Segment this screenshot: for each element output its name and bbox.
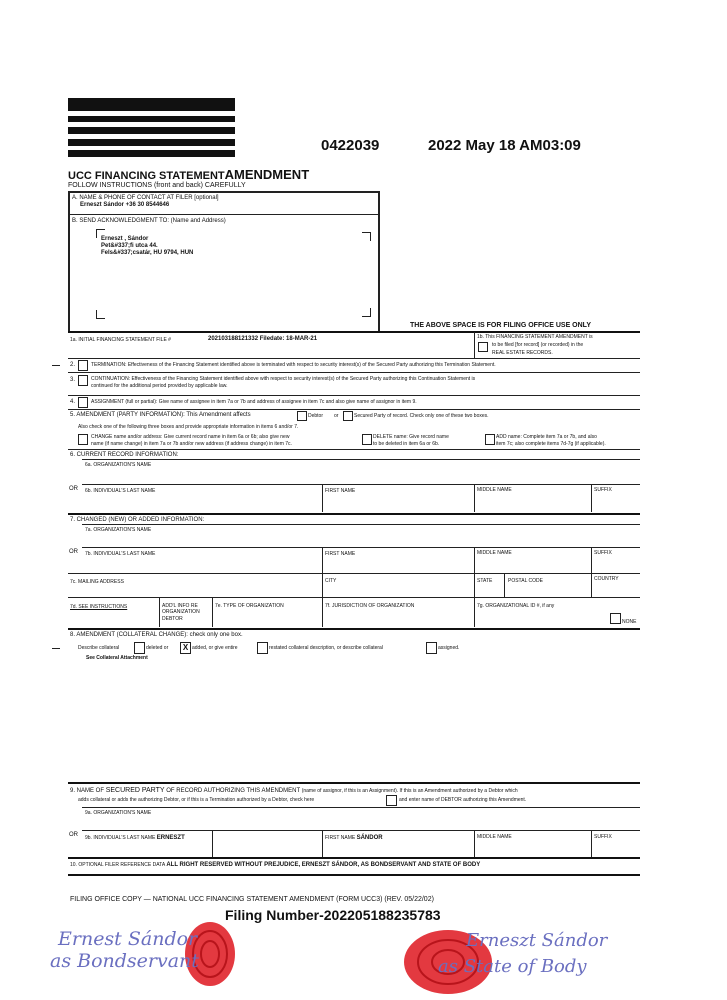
assignment-checkbox[interactable] <box>78 397 88 408</box>
contact-value: Erneszt Sándor +36 30 8544646 <box>80 202 170 208</box>
item4-number: 4. <box>70 399 76 405</box>
change-text: CHANGE name and/or address: Give current record name in item 6a or 6b; also give new <box>91 434 290 440</box>
addl-info-label-1: ADD'L INFO RE <box>162 603 198 609</box>
addl-info-label-2: ORGANIZATION <box>162 609 200 615</box>
city-label: CITY <box>325 578 337 584</box>
item7-middle-label: MIDDLE NAME <box>477 550 512 556</box>
ack-line3: Fels&#337;csatár, HU 9794, HUN <box>101 250 194 256</box>
item6-suffix-label: SUFFIX <box>594 487 612 493</box>
initial-file-label: 1a. INITIAL FINANCING STATEMENT FILE # <box>70 337 171 343</box>
delete-text-2: to be deleted in item 6a or 6b. <box>373 441 440 447</box>
item8-title: 8. AMENDMENT (COLLATERAL CHANGE): check only one box. <box>70 632 243 638</box>
item7-title: 7. CHANGED (NEW) OR ADDED INFORMATION: <box>70 517 205 523</box>
org-id-label: 7g. ORGANIZATIONAL ID #, if any <box>477 603 555 609</box>
country-label: COUNTRY <box>594 576 619 582</box>
real-estate-line2: to be filed [for record] (or recorded) in the <box>492 342 584 348</box>
item9-title: 9. NAME OF SECURED PARTY OF RECORD AUTHORIZING THIS AMENDMENT (name of assignor, if this is an Assignment). If this is an Amendment authorized by a Debtor which <box>70 787 518 794</box>
state-label: STATE <box>477 578 493 584</box>
secured-party-label: Secured Party of record. Check only one of these two boxes. <box>354 413 489 419</box>
item9-suffix-label: SUFFIX <box>594 834 612 840</box>
delete-text: DELETE name: Give record name <box>373 434 449 440</box>
right-signature-line2: as State of Body <box>438 956 587 977</box>
item6-middle-label: MIDDLE NAME <box>477 487 512 493</box>
item9-first-row: FIRST NAME SÁNDOR <box>325 835 383 841</box>
item9-debtor-text-2: and enter name of DEBTOR authorizing this Amendment. <box>399 797 527 803</box>
assigned-label: assigned. <box>438 645 460 651</box>
form-title: UCC FINANCING STATEMENTAMENDMENT <box>68 167 310 182</box>
redaction-bar <box>68 127 235 134</box>
added-label: added, or give entire <box>192 645 238 651</box>
file-number: 0422039 <box>321 137 380 154</box>
termination-checkbox[interactable] <box>78 360 88 371</box>
postal-code-label: POSTAL CODE <box>508 578 544 584</box>
continuation-text: CONTINUATION: Effectiveness of the Financing Statement identified above with respect to security interest(s) of the Secured Party authorizing this Continuation Statement is <box>91 376 476 382</box>
item9-or: OR <box>69 832 78 838</box>
filing-office-copy: FILING OFFICE COPY — NATIONAL UCC FINANCING STATEMENT AMENDMENT (FORM UCC3) (REV. 05/22/02) <box>70 896 434 903</box>
real-estate-line1: 1b. This FINANCING STATEMENT AMENDMENT is <box>477 334 593 340</box>
left-signature-line2: as Bondservant <box>50 950 199 972</box>
mailing-address-label: 7c. MAILING ADDRESS <box>70 579 124 585</box>
add-text: ADD name: Complete item 7a or 7b, and also <box>496 434 597 440</box>
none-label: NONE <box>622 619 637 625</box>
ack-line1: Erneszt , Sándor <box>101 236 149 242</box>
deleted-label: deleted or <box>146 645 169 651</box>
item7-last-label: 7b. INDIVIDUAL'S LAST NAME <box>85 551 156 557</box>
redaction-bar <box>68 98 235 111</box>
item7-first-label: FIRST NAME <box>325 551 356 557</box>
file-datetime: 2022 May 18 AM03:09 <box>428 137 581 154</box>
follow-instructions: FOLLOW INSTRUCTIONS (front and back) CAREFULLY <box>68 182 246 189</box>
item9-middle-label: MIDDLE NAME <box>477 834 512 840</box>
restated-label: restated collateral description, or describe collateral <box>269 645 383 651</box>
debtor-checkbox[interactable] <box>297 411 307 421</box>
initial-file-value: 202103188121332 Filedate: 18-MAR-21 <box>208 336 318 342</box>
redaction-bar <box>68 139 235 146</box>
real-estate-line3: REAL ESTATE RECORDS. <box>492 350 553 356</box>
see-instructions-label: 7d. SEE INSTRUCTIONS <box>70 604 128 610</box>
filing-number: Filing Number-202205188235783 <box>225 907 441 923</box>
org-type-label: 7e. TYPE OF ORGANIZATION <box>215 603 284 609</box>
delete-checkbox[interactable] <box>362 434 372 445</box>
corner-mark <box>96 310 105 319</box>
item5-instructions: Also check one of the following three boxes and provide appropriate information in items 6 and/or 7. <box>78 424 299 430</box>
describe-collateral-label: Describe collateral <box>78 645 120 651</box>
change-text-2: name (if name change) in item 7a or 7b and/or new address (if address change) in item 7c. <box>91 441 292 447</box>
assignment-text: ASSIGNMENT (full or partial): Give name of assignee in item 7a or 7b and address of assignee in item 7c and also give name of assignor in item 9. <box>91 399 417 405</box>
corner-mark <box>96 229 105 238</box>
contact-label: A. NAME & PHONE OF CONTACT AT FILER [optional] <box>72 195 219 201</box>
left-signature-line1: Ernest Sándor <box>58 928 198 950</box>
item9-last-row: 9b. INDIVIDUAL'S LAST NAME ERNESZT <box>85 835 185 841</box>
add-checkbox[interactable] <box>485 434 495 445</box>
collateral-deleted-checkbox[interactable] <box>134 642 145 654</box>
item9-last-value: ERNESZT <box>156 835 185 841</box>
corner-mark <box>362 232 371 241</box>
item9-debtor-text: adds collateral or adds the authorizing Debtor, or if this is a Termination authorized by a Debtor, check here <box>78 797 315 803</box>
item7-suffix-label: SUFFIX <box>594 550 612 556</box>
filing-office-note: THE ABOVE SPACE IS FOR FILING OFFICE USE ONLY <box>410 322 591 329</box>
item6-first-label: FIRST NAME <box>325 488 356 494</box>
item10-value: ALL RIGHT RESERVED WITHOUT PREJUDICE, ERNESZT SÁNDOR, AS BONDSERVANT AND STATE OF BODY <box>166 862 481 868</box>
ack-label: B. SEND ACKNOWLEDGMENT TO: (Name and Address) <box>72 218 226 224</box>
item6-last-label: 6b. INDIVIDUAL'S LAST NAME <box>85 488 156 494</box>
collateral-restated-checkbox[interactable] <box>257 642 268 654</box>
debtor-label: Debtor <box>308 413 324 419</box>
item10-row: 10. OPTIONAL FILER REFERENCE DATA ALL RIGHT RESERVED WITHOUT PREJUDICE, ERNESZT SÁNDOR, AS BONDSERVANT AND STATE OF BODY <box>70 862 481 868</box>
item6-title: 6. CURRENT RECORD INFORMATION: <box>70 452 179 458</box>
item2-number: 2. <box>70 362 76 368</box>
item6-or: OR <box>69 486 78 492</box>
continuation-checkbox[interactable] <box>78 375 88 386</box>
item9-first-value: SÁNDOR <box>356 835 383 841</box>
or-label: or <box>334 413 339 419</box>
collateral-assigned-checkbox[interactable] <box>426 642 437 654</box>
right-signature-line1: Erneszt Sándor <box>466 930 608 951</box>
contact-box <box>68 191 380 333</box>
item3-number: 3. <box>70 377 76 383</box>
redaction-bar <box>68 116 235 122</box>
none-checkbox[interactable] <box>610 613 621 624</box>
secured-party-checkbox[interactable] <box>343 411 353 421</box>
item7-org-label: 7a. ORGANIZATION'S NAME <box>85 527 152 533</box>
add-text-2: item 7c; also complete items 7d-7g (if applicable). <box>496 441 606 447</box>
change-checkbox[interactable] <box>78 434 88 445</box>
corner-mark <box>362 308 371 317</box>
addl-info-label-3: DEBTOR <box>162 616 183 622</box>
jurisdiction-label: 7f. JURISDICTION OF ORGANIZATION <box>325 603 415 609</box>
termination-text: TERMINATION: Effectiveness of the Financing Statement identified above is terminated with respect to security interest(s) of the Secured Party authorizing this Termination Statement. <box>91 362 496 368</box>
item9-org-label: 9a. ORGANIZATION'S NAME <box>85 810 152 816</box>
continuation-text-2: continued for the additional period provided by applicable law. <box>91 383 228 389</box>
see-collateral-attachment: See Collateral Attachment <box>86 655 148 661</box>
redaction-bar <box>68 150 235 157</box>
item6-org-label: 6a. ORGANIZATION'S NAME <box>85 462 152 468</box>
collateral-added-checkbox[interactable]: X <box>180 642 191 654</box>
item7-or: OR <box>69 549 78 555</box>
real-estate-checkbox[interactable] <box>478 342 488 352</box>
ack-line2: Pet&#337;fi utca 44. <box>101 243 158 249</box>
item5-title: 5. AMENDMENT (PARTY INFORMATION): This Amendment affects <box>70 412 251 418</box>
debtor-authorizing-checkbox[interactable] <box>386 795 397 806</box>
